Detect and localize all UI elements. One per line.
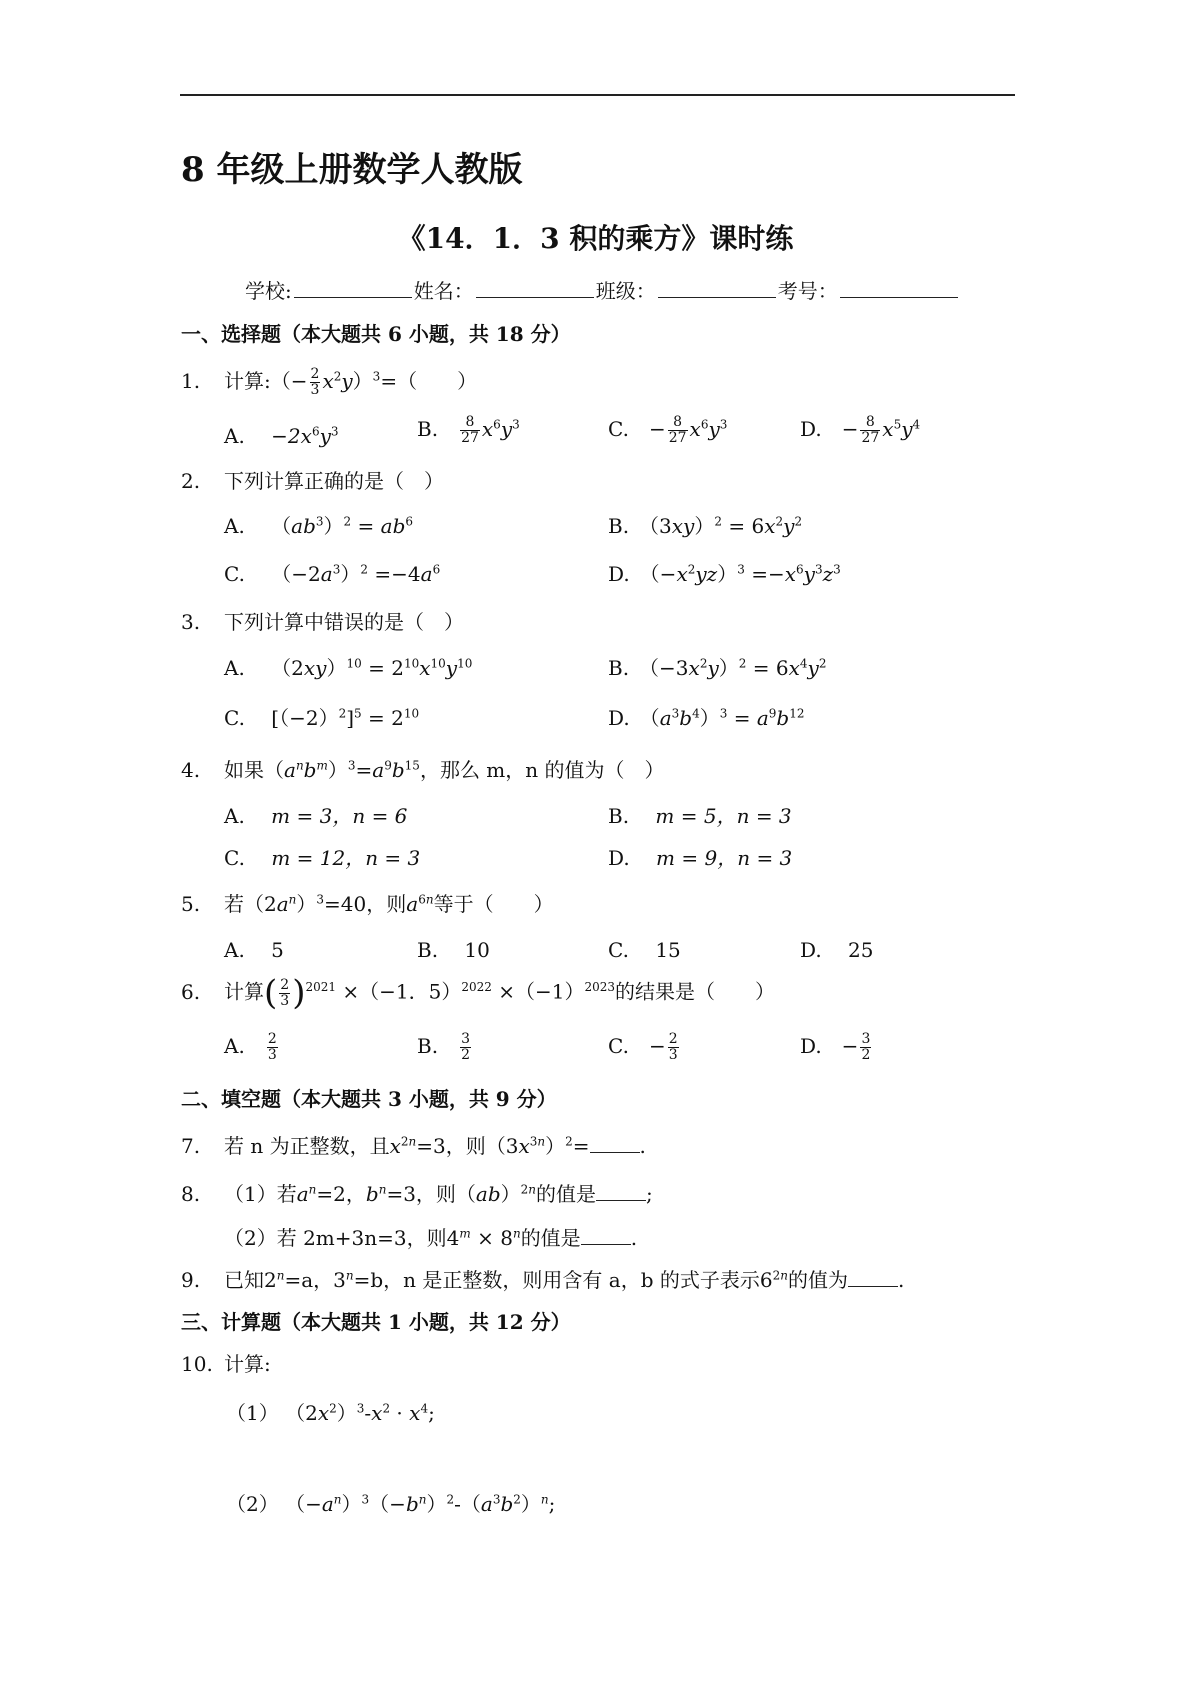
question-3: 3. 下列计算中错误的是（ ） xyxy=(181,610,464,634)
question-1: 1. 计算:（− $\frac{2}{3}$ $x^2y)^3=$（ ） xyxy=(181,366,478,398)
school-label: 学校: xyxy=(245,279,292,303)
question-10-part-1: （1） $(2x^2)^3-x^2 \cdot x^4$; xyxy=(226,1401,435,1425)
q3-option-d[interactable]: D. $(a^3b^4)^3 = a^9b^{12}$ xyxy=(608,706,805,730)
top-rule xyxy=(180,94,1015,96)
q5-option-a[interactable]: A. 5 xyxy=(224,938,284,962)
class-field[interactable] xyxy=(658,279,776,298)
question-4: 4. 如果$(a^nb^m)^3=a^9b^{15}$，那么 m，n 的值为（ ） xyxy=(181,758,665,782)
q5-option-d[interactable]: D. 25 xyxy=(800,938,874,962)
q6-option-b[interactable]: B. $\frac{3}{2}$ xyxy=(417,1031,470,1063)
student-info-row xyxy=(245,275,960,304)
q3-option-b[interactable]: B. $(-3x^2y)^2 = 6x^4y^2$ xyxy=(608,656,827,680)
question-5: 5. 若$(2a^n)^3=40$，则$a^{6n}$等于（ ） xyxy=(181,892,554,916)
question-10-part-2: （2） $(-a^n)^3(-b^n)^2-(a^3b^2)^n$; xyxy=(226,1492,556,1516)
q4-option-c[interactable]: C. m = 12，n = 3 xyxy=(224,846,421,870)
q4-option-b[interactable]: B. m = 5，n = 3 xyxy=(608,804,792,828)
section-calc-heading: 三、计算题（本大题共 1 小题，共 12 分） xyxy=(181,1310,571,1334)
q1-option-b[interactable]: B. $\frac{8}{27}$ $x^6y^3$ xyxy=(417,414,520,446)
q1-option-a[interactable]: A. $-2x^6y^3$ xyxy=(224,424,339,448)
question-6: 6. 计算( $\frac{2}{3}$ )$^{2021}$ ×（−1．$5)^{2022} \times(-1)^{2023}$的结果是（ ） xyxy=(181,973,776,1013)
name-field[interactable] xyxy=(476,279,594,298)
q1-option-d[interactable]: D. − $\frac{8}{27}$ $x^5y^4$ xyxy=(800,414,921,446)
q2-option-d[interactable]: D. $(-x^2yz)^3 =-x^6y^3z^3$ xyxy=(608,562,841,586)
q3-option-a[interactable]: A. $(2xy)^{10} = 2^{10}x^{10}y^{10}$ xyxy=(224,656,473,680)
q8-2-answer-blank[interactable] xyxy=(581,1228,631,1245)
q8-1-answer-blank[interactable] xyxy=(596,1184,646,1201)
q5-option-b[interactable]: B. 10 xyxy=(417,938,490,962)
school-field[interactable] xyxy=(294,279,412,298)
section-choice-heading: 一、选择题（本大题共 6 小题，共 18 分） xyxy=(181,322,571,346)
section-fill-heading: 二、填空题（本大题共 3 小题，共 9 分） xyxy=(181,1087,557,1111)
q2-option-a[interactable]: A. $(ab^3)^2 = ab^6$ xyxy=(224,514,414,538)
exam-no-field[interactable] xyxy=(840,279,958,298)
q7-answer-blank[interactable] xyxy=(590,1136,640,1153)
exam-no-label: 考号： xyxy=(777,279,838,303)
q1-option-c[interactable]: C. − $\frac{8}{27}$ $x^6y^3$ xyxy=(608,414,728,446)
q3-option-c[interactable]: C. $[(-2)^2]^5 = 2^{10}$ xyxy=(224,706,420,730)
question-8-part-2: （2）若 2m+3n=3，则$4^m \times 8^n$的值是 . xyxy=(224,1226,638,1250)
name-label: 姓名： xyxy=(413,279,474,303)
question-7: 7. 若 n 为正整数，且$x^{2n}=3$，则$(3x^{3n})^2=$ . xyxy=(181,1134,646,1158)
q6-option-a[interactable]: A. $\frac{2}{3}$ xyxy=(224,1031,277,1063)
question-8-part-1: 8. （1）若$a^n=2$，$b^n=3$，则（ab）$^{2n}$的值是 ; xyxy=(181,1182,653,1206)
class-label: 班级： xyxy=(595,279,656,303)
q2-option-b[interactable]: B. $(3xy)^2 = 6x^2y^2$ xyxy=(608,514,803,538)
question-10: 10. 计算: xyxy=(181,1352,271,1376)
q5-option-c[interactable]: C. 15 xyxy=(608,938,681,962)
q6-option-c[interactable]: C. − $\frac{2}{3}$ xyxy=(608,1031,678,1063)
question-2: 2. 下列计算正确的是（ ） xyxy=(181,469,444,493)
question-9: 9. 已知$2^n=a$，$3^n=b$，n 是正整数，则用含有 a，b 的式子表示$6^{2n}$的值为 . xyxy=(181,1268,905,1292)
q2-option-c[interactable]: C. $(-2a^3)^2 =-4a^6$ xyxy=(224,562,441,586)
q9-answer-blank[interactable] xyxy=(848,1270,898,1287)
q6-option-d[interactable]: D. − $\frac{3}{2}$ xyxy=(800,1031,871,1063)
page-title: 8 年级上册数学人教版 xyxy=(181,150,523,190)
page-subtitle: 《14．1．3 积的乘方》课时练 xyxy=(397,222,794,255)
q4-option-a[interactable]: A. m = 3，n = 6 xyxy=(224,804,408,828)
q4-option-d[interactable]: D. m = 9，n = 3 xyxy=(608,846,793,870)
